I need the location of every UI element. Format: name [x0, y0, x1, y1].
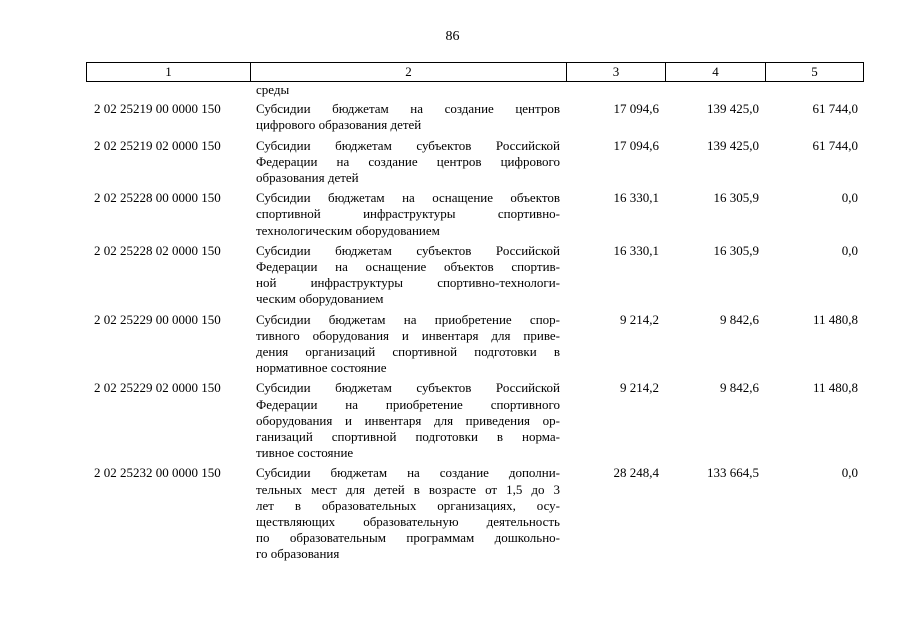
name-line: Федерации на оснащение объектов спортив-: [256, 259, 560, 275]
value-col-4: 16 305,9: [713, 190, 759, 206]
name-line: Субсидии бюджетам субъектов Российской: [256, 380, 560, 396]
value-col-4: 139 425,0: [707, 101, 759, 117]
code-cell: 2 02 25229 00 0000 150: [94, 311, 221, 327]
value-col-4: 139 425,0: [707, 137, 759, 153]
table-row: [86, 312, 864, 377]
value-col-4: 9 842,6: [720, 311, 759, 327]
value-col-5: 0,0: [841, 190, 858, 206]
header-col-4: 4: [665, 63, 765, 81]
name-line: Субсидии бюджетам на приобретение спор-: [256, 311, 560, 327]
header-col-1: 1: [86, 63, 250, 81]
table-row: [86, 243, 864, 308]
name-cell: [250, 190, 566, 239]
name-line: ной инфраструктуры спортивно-технологи-: [256, 275, 560, 291]
name-cell: [250, 101, 566, 133]
name-line: по образовательным программам дошкольно-: [256, 530, 560, 546]
table-header-row: [86, 62, 864, 82]
name-cell: [250, 380, 566, 461]
name-cell: [250, 465, 566, 562]
value-col-5: 11 480,8: [812, 311, 858, 327]
name-line: Федерации на приобретение спортивного: [256, 396, 560, 412]
name-line: ганизаций спортивной подготовки в норма-: [256, 429, 560, 445]
name-line: оборудования и инвентаря для приведения ор-: [256, 412, 560, 428]
name-line: цифрового образования детей: [256, 117, 422, 133]
name-line: ческим оборудованием: [256, 291, 384, 307]
name-cell: [250, 243, 566, 308]
value-col-3: 28 248,4: [613, 465, 659, 481]
value-col-3: 17 094,6: [613, 101, 659, 117]
name-line: лет в образовательных организациях, осу-: [256, 497, 560, 513]
table-row: [86, 465, 864, 562]
header-col-3: 3: [566, 63, 665, 81]
name-line: образования детей: [256, 170, 359, 186]
table-body: [86, 82, 864, 567]
value-col-4: 16 305,9: [713, 242, 759, 258]
page-number: 86: [445, 29, 460, 44]
name-line: тельных мест для детей в возрасте от 1,5 до 3: [256, 481, 560, 497]
name-line: дения организаций спортивной подготовки в: [256, 344, 560, 360]
name-line: го образования: [256, 546, 340, 562]
table-row: [86, 380, 864, 461]
name-line: ществляющих образовательную деятельность: [256, 514, 560, 530]
header-col-2: 2: [250, 63, 566, 81]
continuation-code-cell: [86, 82, 250, 98]
name-line: спортивной инфраструктуры спортивно-: [256, 206, 560, 222]
code-cell: 2 02 25228 02 0000 150: [94, 242, 221, 258]
header-col-5: 5: [765, 63, 864, 81]
value-col-4: 133 664,5: [707, 465, 759, 481]
name-line: Субсидии бюджетам субъектов Российской: [256, 242, 560, 258]
code-cell: 2 02 25229 02 0000 150: [94, 380, 221, 396]
value-col-3: 17 094,6: [613, 137, 659, 153]
name-line: Субсидии бюджетам на оснащение объектов: [256, 190, 560, 206]
value-col-3: 16 330,1: [613, 190, 659, 206]
value-col-5: 0,0: [841, 465, 858, 481]
value-col-5: 61 744,0: [812, 101, 858, 117]
name-line: нормативное состояние: [256, 360, 387, 376]
value-col-3: 9 214,2: [620, 380, 659, 396]
table-row: [86, 138, 864, 187]
name-line: Субсидии бюджетам на создание дополни-: [256, 465, 560, 481]
name-line: Субсидии бюджетам на создание центров: [256, 101, 560, 117]
name-line: Субсидии бюджетам субъектов Российской: [256, 137, 560, 153]
value-col-5: 61 744,0: [812, 137, 858, 153]
name-line: технологическим оборудованием: [256, 222, 440, 238]
value-col-5: 11 480,8: [812, 380, 858, 396]
value-col-4: 9 842,6: [720, 380, 759, 396]
code-cell: 2 02 25232 00 0000 150: [94, 465, 221, 481]
name-line: Федерации на создание центров цифрового: [256, 153, 560, 169]
value-col-3: 16 330,1: [613, 242, 659, 258]
value-col-5: 0,0: [841, 242, 858, 258]
code-cell: 2 02 25228 00 0000 150: [94, 190, 221, 206]
name-line: тивного оборудования и инвентаря для приве-: [256, 327, 560, 343]
name-cell: [250, 138, 566, 187]
name-line: тивное состояние: [256, 445, 354, 461]
name-cell: [250, 312, 566, 377]
table-row: [86, 190, 864, 239]
continuation-row: [86, 82, 864, 98]
table-row: [86, 101, 864, 133]
continuation-text: среды: [256, 82, 290, 97]
code-cell: 2 02 25219 02 0000 150: [94, 137, 221, 153]
code-cell: 2 02 25219 00 0000 150: [94, 101, 221, 117]
value-col-3: 9 214,2: [620, 311, 659, 327]
